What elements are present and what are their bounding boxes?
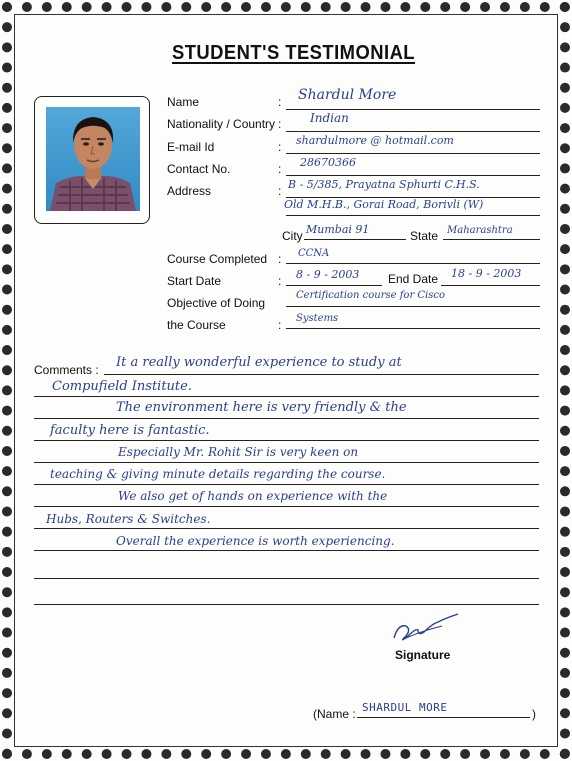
start-date-line <box>286 285 382 286</box>
footer-name-close: ) <box>532 707 536 721</box>
contact-value: 28670366 <box>300 156 356 169</box>
objective-value-1: Certification course for Cisco <box>296 290 446 301</box>
address-value-1: B - 5/385, Prayatna Sphurti C.H.S. <box>288 178 480 191</box>
state-value: Maharashtra <box>447 225 513 236</box>
comment-text: The environment here is very friendly & the <box>116 400 407 415</box>
comment-line <box>34 604 539 605</box>
colon: : <box>278 162 282 176</box>
end-date-value: 18 - 9 - 2003 <box>451 267 522 280</box>
comment-line <box>34 418 539 419</box>
comment-line <box>34 396 539 397</box>
nationality-value: Indian <box>310 111 349 125</box>
comment-line <box>34 528 539 529</box>
state-line <box>443 239 540 240</box>
contact-line <box>286 175 540 176</box>
contact-label: Contact No. <box>167 162 231 176</box>
start-date-label: Start Date <box>167 274 222 288</box>
objective-value-2: Systems <box>296 313 339 324</box>
comment-line <box>34 578 539 579</box>
comment-text: Hubs, Routers & Switches. <box>46 512 211 526</box>
objective-label-2: the Course <box>167 318 226 332</box>
city-value: Mumbai 91 <box>306 223 370 236</box>
colon: : <box>278 95 282 109</box>
comment-text: It a really wonderful experience to study at <box>116 355 402 370</box>
course-line <box>286 263 540 264</box>
comment-text: Overall the experience is worth experiencing. <box>116 534 395 548</box>
course-value: CCNA <box>298 248 330 259</box>
comment-line <box>34 550 539 551</box>
comment-line <box>34 462 539 463</box>
email-label: E-mail Id <box>167 140 215 154</box>
address-label: Address <box>167 184 212 198</box>
comment-text: We also get of hands on experience with the <box>118 489 388 503</box>
comment-text: Especially Mr. Rohit Sir is very keen on <box>118 445 359 459</box>
start-date-value: 8 - 9 - 2003 <box>296 268 360 281</box>
handwritten-signature <box>388 610 464 646</box>
comment-line <box>34 506 539 507</box>
comment-line <box>34 440 539 441</box>
nationality-line <box>286 131 540 132</box>
email-line <box>286 153 540 154</box>
city-line <box>304 239 406 240</box>
page-title: STUDENT'S TESTIMONIAL <box>172 42 416 64</box>
comment-text: teaching & giving minute details regarding the course. <box>50 467 386 481</box>
course-label: Course Completed <box>167 252 268 266</box>
name-label: Name <box>167 95 200 109</box>
comment-text: faculty here is fantastic. <box>50 423 210 438</box>
objective-line-1 <box>286 306 540 307</box>
student-photo <box>46 107 140 211</box>
student-portrait-image <box>46 107 140 211</box>
footer-name-value: SHARDUL MORE <box>362 701 448 714</box>
colon: : <box>278 140 282 154</box>
colon: : <box>278 117 282 131</box>
objective-label-1: Objective of Doing <box>167 296 266 310</box>
footer-name-label: (Name : <box>313 707 356 721</box>
nationality-label: Nationality / Country <box>167 117 276 131</box>
name-value: Shardul More <box>298 87 397 103</box>
state-label: State <box>410 229 439 243</box>
end-date-label: End Date <box>388 272 439 286</box>
comment-line <box>104 374 539 375</box>
name-line <box>286 109 540 110</box>
city-label: City <box>282 229 303 243</box>
colon: : <box>278 252 282 266</box>
comment-text: Compufield Institute. <box>52 379 192 394</box>
signature-label: Signature <box>395 648 451 662</box>
comment-line <box>34 484 539 485</box>
colon: : <box>278 274 282 288</box>
comments-label: Comments : <box>34 363 99 377</box>
address-value-2: Old M.H.B., Gorai Road, Borivli (W) <box>284 198 484 211</box>
end-date-line <box>441 285 540 286</box>
colon: : <box>278 318 282 332</box>
colon: : <box>278 184 282 198</box>
email-value: shardulmore @ hotmail.com <box>296 134 454 147</box>
footer-name-line <box>357 717 530 718</box>
photo-frame <box>34 96 150 224</box>
objective-line-2 <box>286 328 540 329</box>
address-line-2 <box>286 215 540 216</box>
